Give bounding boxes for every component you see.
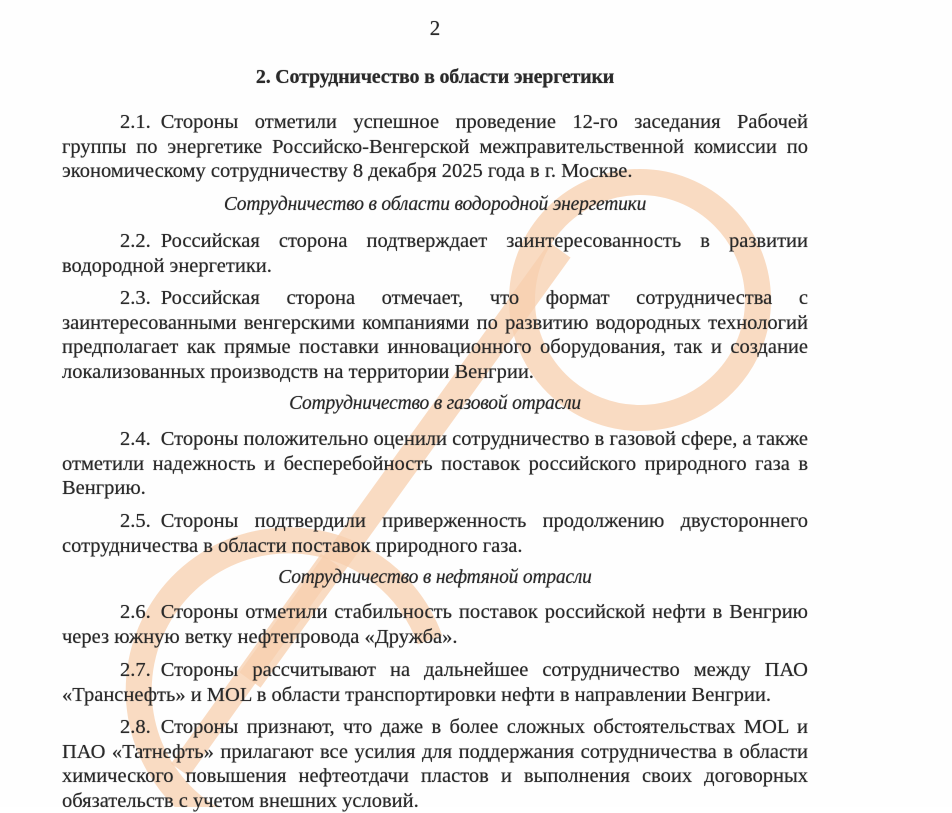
subheading-oil xyxy=(62,566,808,591)
paragraph-number: 2.2. xyxy=(120,230,151,252)
paragraph-number: 2.6. xyxy=(120,601,151,623)
paragraph-text: Стороны положительно оценили сотрудничество в газовой сфере, а также отметили надежность и бесперебойность поставок российского природного газа в Венгрию. xyxy=(62,428,808,499)
paragraph-2-3 xyxy=(62,286,808,384)
paragraph-2-5 xyxy=(62,509,808,558)
paragraph-2-8 xyxy=(62,715,808,813)
subheading-text: Сотрудничество в нефтяной отрасли xyxy=(278,567,592,588)
paragraph-2-4 xyxy=(62,427,808,501)
paragraph-2-1 xyxy=(62,110,808,184)
paragraph-text: Российская сторона отмечает, что формат сотрудничества с заинтересованными венгерскими компаниями по развитию водородных технологий предполагает как прямые поставки инновационного оборудования, так и создание локализованных производств на территории Венгрии. xyxy=(62,287,808,383)
subheading-hydrogen xyxy=(62,193,808,218)
paragraph-number: 2.3. xyxy=(120,287,151,309)
paragraph-text: Российская сторона подтверждает заинтересованность в развитии водородной энергетики. xyxy=(62,230,808,277)
paragraph-text: Стороны подтвердили приверженность продолжению двустороннего сотрудничества в области поставок природного газа. xyxy=(62,510,808,557)
subheading-text: Сотрудничество в газовой отрасли xyxy=(289,393,581,414)
paragraph-2-7 xyxy=(62,658,808,707)
subheading-gas xyxy=(62,392,808,417)
paragraph-2-2 xyxy=(62,229,808,278)
paragraph-number: 2.8. xyxy=(120,716,151,738)
paragraph-number: 2.7. xyxy=(120,659,151,681)
paragraph-number: 2.4. xyxy=(120,428,151,450)
section-title: 2. Сотрудничество в области энергетики xyxy=(255,66,615,88)
paragraph-text: Стороны признают, что даже в более сложных обстоятельствах MOL и ПАО «Татнефть» прилагают все усилия для поддержания сотрудничества в области химического повышения нефтеотдачи пластов и выполнения своих договорных обязательств с учетом внешних условий. xyxy=(62,716,808,812)
paragraph-text: Стороны рассчитывают на дальнейшее сотрудничество между ПАО «Транснефть» и MOL в области транспортировки нефти в направлении Венгрии. xyxy=(62,659,808,706)
paragraph-number: 2.5. xyxy=(120,510,151,532)
subheading-text: Сотрудничество в области водородной энергетики xyxy=(223,194,647,215)
paragraph-number: 2.1. xyxy=(120,111,151,133)
paragraph-2-6 xyxy=(62,600,808,649)
paragraph-text: Стороны отметили успешное проведение 12-го заседания Рабочей группы по энергетике Российско-Венгерской межправительственной комиссии по экономическому сотрудничеству 8 декабря 2025 года в г. Москве. xyxy=(62,111,808,182)
page-number: 2 xyxy=(429,16,441,40)
paragraph-text: Стороны отметили стабильность поставок российской нефти в Венгрию через южную ветку нефтепровода «Дружба». xyxy=(62,601,808,648)
